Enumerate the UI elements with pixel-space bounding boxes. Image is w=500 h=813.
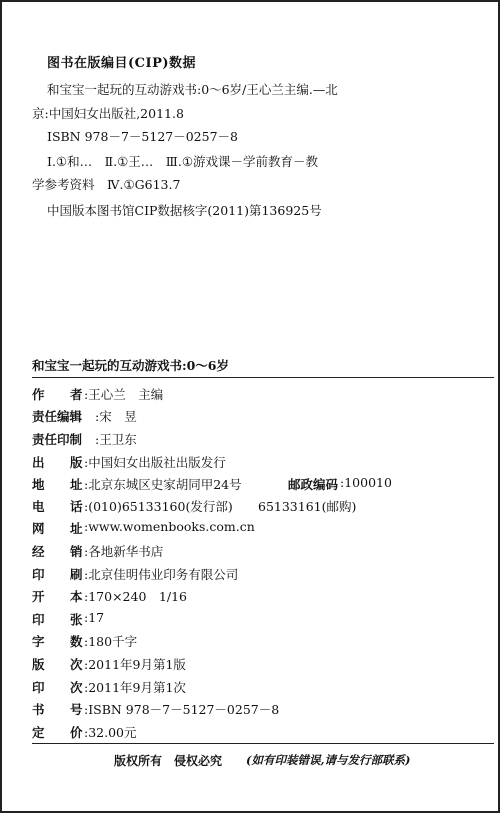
footer-rule xyxy=(32,743,494,744)
author-value: :王心兰 主编 xyxy=(84,387,164,402)
title-rule xyxy=(32,377,494,378)
cip-title: 图书在版编目(CIP)数据 xyxy=(47,56,197,71)
words-value: :180千字 xyxy=(84,634,138,649)
label-char: 出 xyxy=(32,455,45,470)
label-char: 地 xyxy=(32,477,45,492)
label-char: 字 xyxy=(32,634,45,649)
label-char: 刷 xyxy=(70,567,83,582)
publisher-value: :中国妇女出版社出版发行 xyxy=(84,455,226,470)
label-char: 址 xyxy=(70,521,83,536)
impression-value: :2011年9月第1次 xyxy=(84,680,186,695)
label-char: 本 xyxy=(70,589,83,604)
printing-supervisor-label: 责任印制 xyxy=(32,432,83,447)
phone-value-2: 65133161(邮购) xyxy=(258,499,357,514)
label-char: 经 xyxy=(32,544,45,559)
label-char: 次 xyxy=(70,657,83,672)
price-value: :32.00元 xyxy=(84,725,137,740)
label-char: 话 xyxy=(70,499,83,514)
postcode-value: :100010 xyxy=(340,475,392,490)
format-value: :170×240 1/16 xyxy=(84,589,187,604)
label-char: 作 xyxy=(32,387,45,402)
printer-value: :北京佳明伟业印务有限公司 xyxy=(84,567,239,582)
label-char: 销 xyxy=(70,544,83,559)
label-char: 印 xyxy=(32,567,45,582)
label-char: 网 xyxy=(32,521,45,536)
printing-supervisor-value: :王卫东 xyxy=(95,432,137,447)
distributor-value: :各地新华书店 xyxy=(84,544,164,559)
editor-value: :宋 昱 xyxy=(95,409,137,424)
label-char: 者 xyxy=(70,387,83,402)
cip-line-2: 京:中国妇女出版社,2011.8 xyxy=(32,106,184,121)
label-char: 价 xyxy=(70,725,83,740)
label-char: 印 xyxy=(32,612,45,627)
phone-value: :(010)65133160(发行部) xyxy=(84,499,233,514)
isbn-value: :ISBN 978－7－5127－0257－8 xyxy=(84,702,280,717)
cip-line-5: 学参考资料 Ⅳ.①G613.7 xyxy=(32,177,181,192)
edition-value: :2011年9月第1版 xyxy=(84,657,186,672)
label-char: 电 xyxy=(32,499,45,514)
label-char: 次 xyxy=(70,680,83,695)
address-value: :北京东城区史家胡同甲24号 xyxy=(84,477,242,492)
label-char: 书 xyxy=(32,702,45,717)
cip-line-3: ISBN 978－7－5127－0257－8 xyxy=(47,129,238,144)
cip-line-1: 和宝宝一起玩的互动游戏书:0～6岁/王心兰主编.—北 xyxy=(47,82,338,97)
label-char: 张 xyxy=(70,612,83,627)
rights-notice: 版权所有 侵权必究 xyxy=(114,754,223,768)
book-title: 和宝宝一起玩的互动游戏书:0～6岁 xyxy=(32,358,230,373)
label-char: 址 xyxy=(70,477,83,492)
label-char: 印 xyxy=(32,680,45,695)
website-value: :www.womenbooks.com.cn xyxy=(84,519,255,534)
postcode-label: 邮政编码 xyxy=(288,477,339,492)
sheets-value: :17 xyxy=(84,610,105,625)
editor-label: 责任编辑 xyxy=(32,409,83,424)
label-char: 版 xyxy=(70,455,83,470)
label-char: 号 xyxy=(70,702,83,717)
label-char: 开 xyxy=(32,589,45,604)
misprint-note: (如有印装错误,请与发行部联系) xyxy=(246,753,411,767)
cip-line-4: Ⅰ.①和… Ⅱ.①王… Ⅲ.①游戏课－学前教育－教 xyxy=(47,154,319,169)
cip-line-6: 中国版本图书馆CIP数据核字(2011)第136925号 xyxy=(47,203,322,218)
label-char: 版 xyxy=(32,657,45,672)
label-char: 数 xyxy=(70,634,83,649)
label-char: 定 xyxy=(32,725,45,740)
